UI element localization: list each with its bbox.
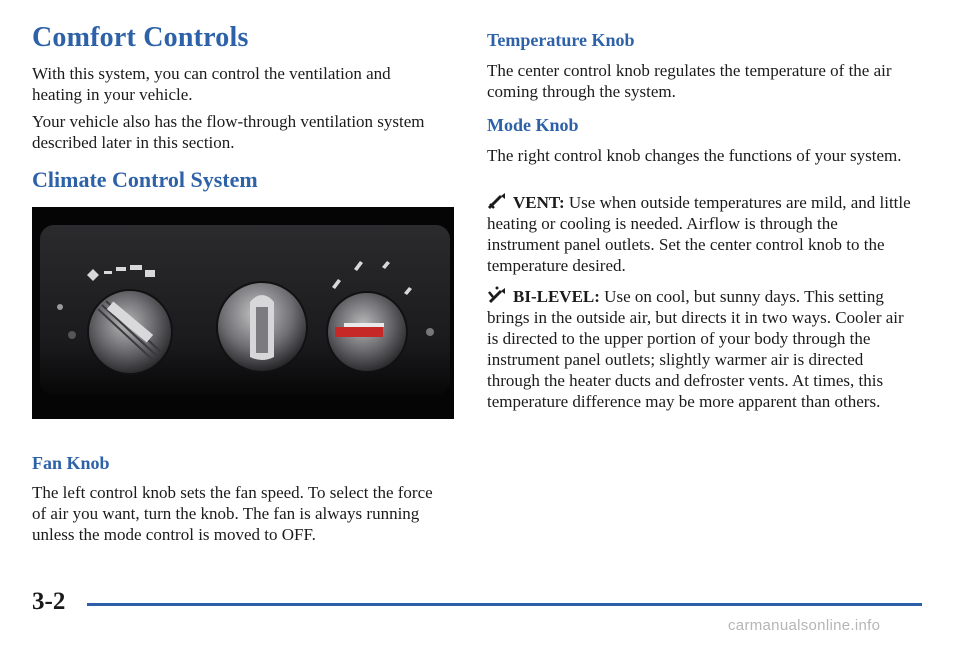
intro-paragraph-2: Your vehicle also has the flow-through ventilation system described later in this section. (32, 112, 425, 152)
section-title-climate-control: Climate Control System (32, 167, 258, 192)
bilevel-mode-paragraph (487, 286, 912, 412)
watermark: carmanualsonline.info (728, 617, 881, 634)
vent-description: Use when outside temperatures are mild, and little heating or cooling is needed. Airflow is through the instrument panel outlets. Set the center control knob to the temperature desired. (487, 193, 911, 275)
temperature-knob-heading: Temperature Knob (487, 30, 635, 50)
page-title: Comfort Controls (32, 22, 249, 53)
mode-knob-paragraph: The right control knob changes the functions of your system. (487, 146, 902, 165)
mode-knob-heading: Mode Knob (487, 115, 579, 135)
vent-label: VENT: (513, 193, 565, 212)
fan-knob-heading: Fan Knob (32, 453, 110, 473)
bilevel-mode-icon (487, 286, 507, 304)
bilevel-description: Use on cool, but sunny days. This setting brings in the outside air, but directs it in two ways. Cooler air is directed to the upper portion of your body through the instrument panel outlets; slightly warmer air is directed through the heater ducts and defroster vents. At times, this temperature difference may be more apparent than others. (487, 287, 904, 411)
vent-mode-icon (487, 192, 507, 210)
page-number: 3-2 (32, 588, 66, 615)
intro-paragraph-1: With this system, you can control the ventilation and heating in your vehicle. (32, 64, 391, 104)
temperature-knob-paragraph: The center control knob regulates the temperature of the air coming through the system. (487, 61, 892, 101)
climate-control-panel-photo (32, 207, 454, 419)
vent-mode-paragraph (487, 192, 912, 276)
footer-rule (87, 603, 922, 606)
bilevel-label: BI-LEVEL: (513, 287, 600, 306)
fan-knob-paragraph: The left control knob sets the fan speed. To select the force of air you want, turn the knob. The fan is always running unless the mode control is moved to OFF. (32, 483, 433, 544)
